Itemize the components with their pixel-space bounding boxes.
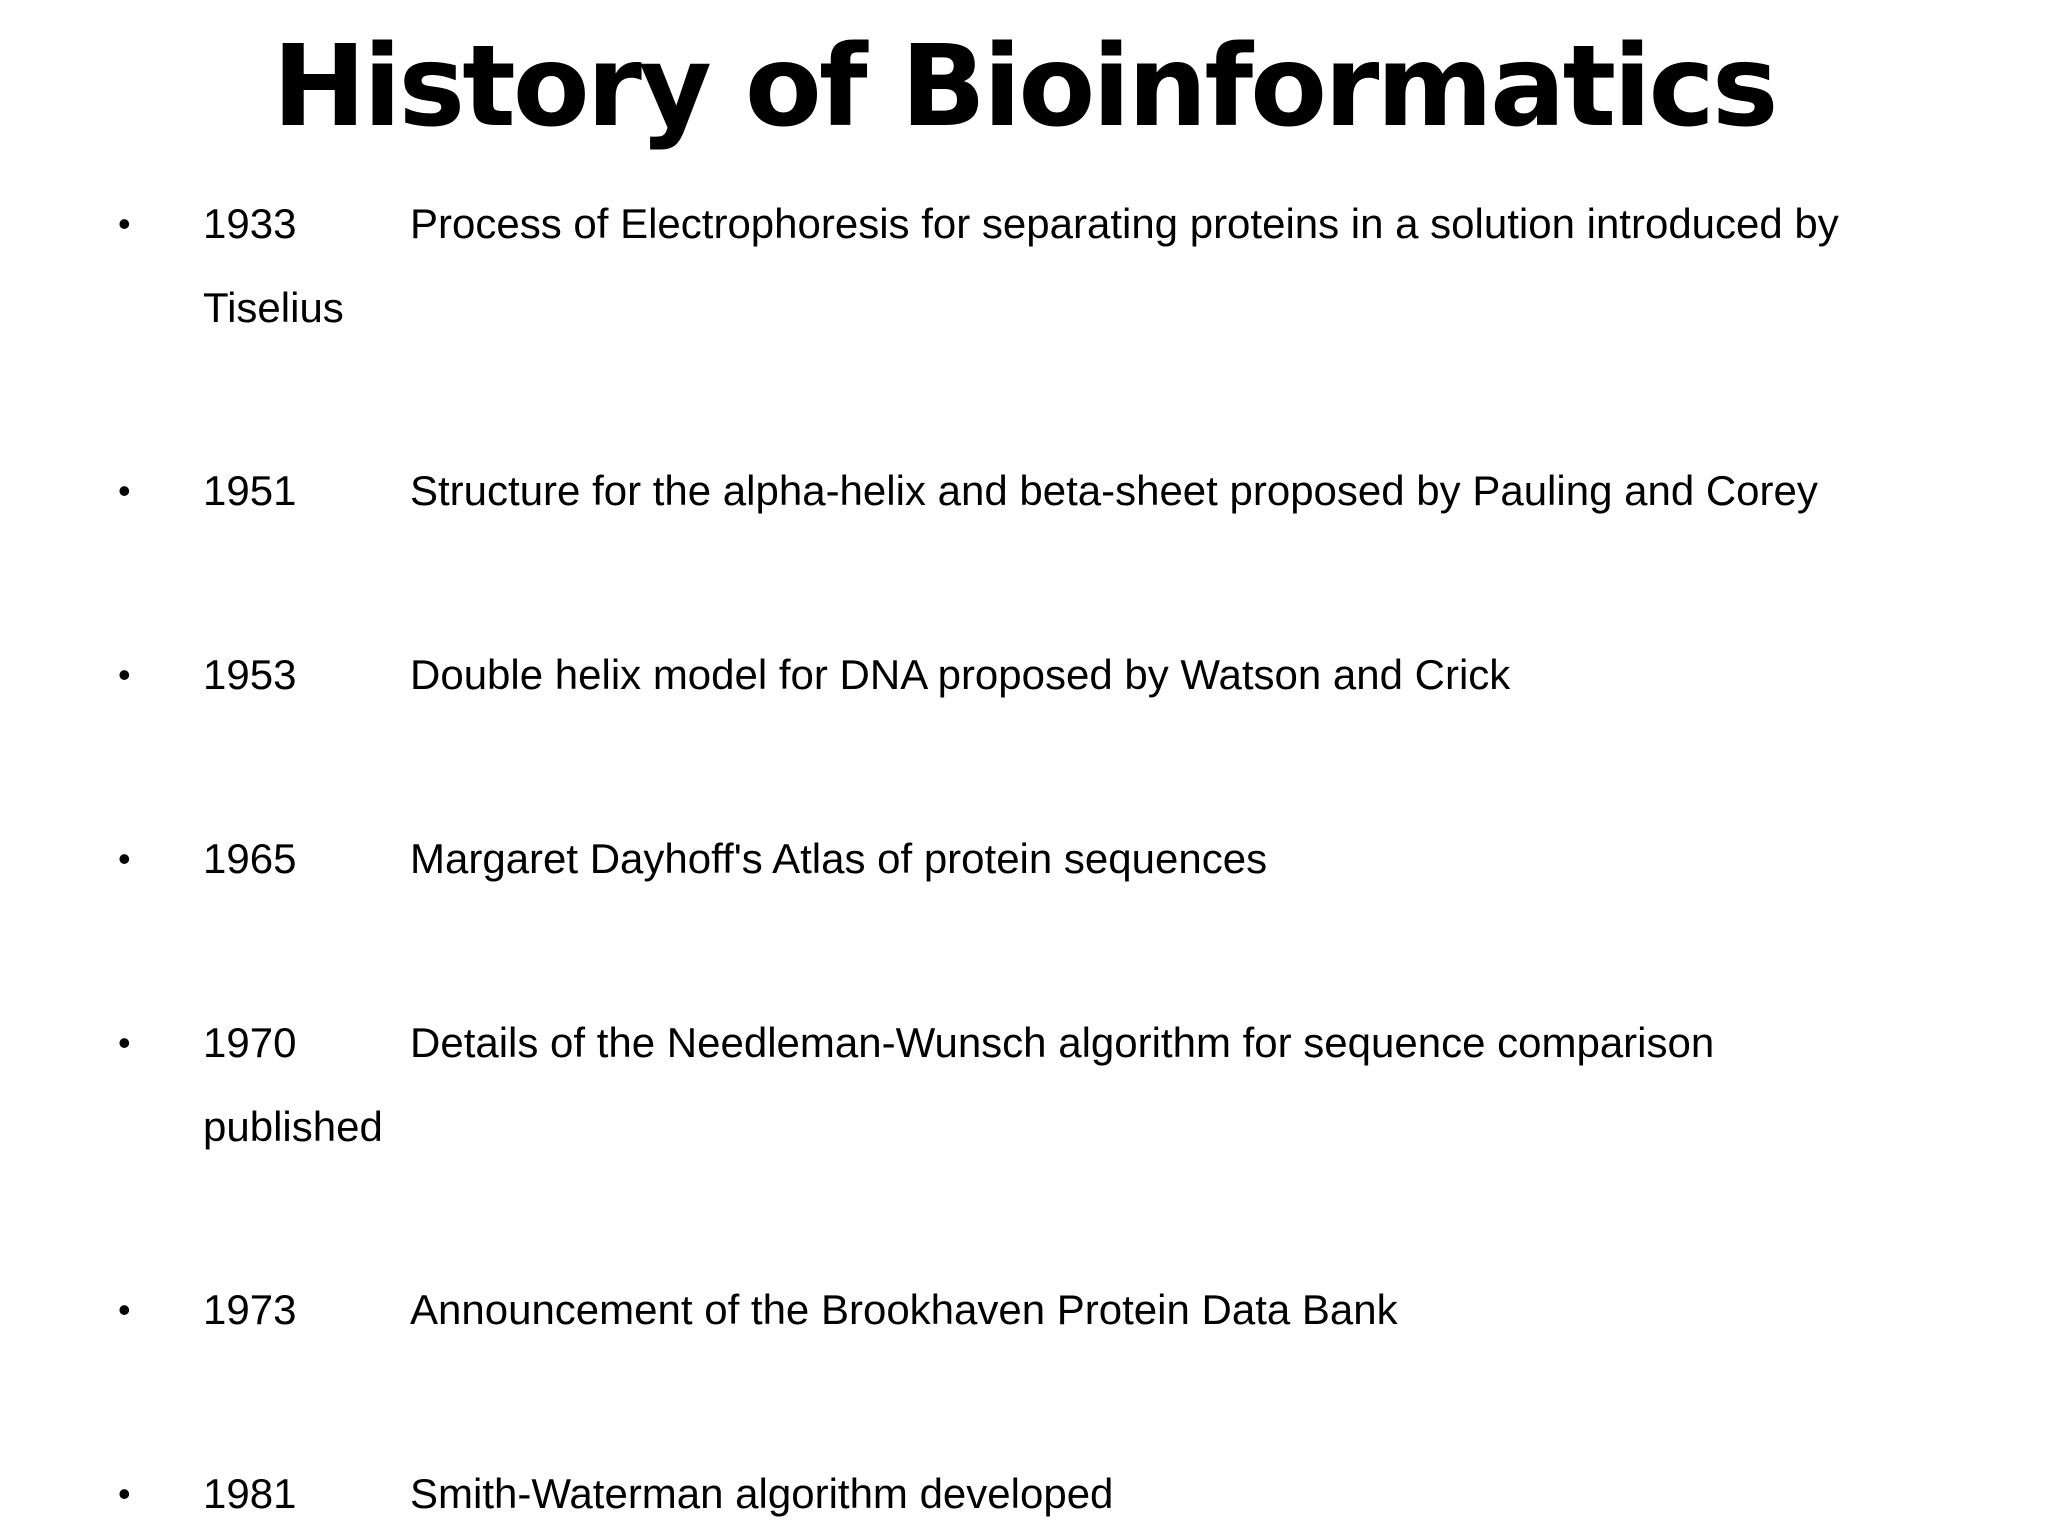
slide-title: History of Bioinformatics [272,22,1776,152]
timeline-year: 1981 [203,1470,297,1517]
bullet-icon: • [118,203,131,244]
timeline-description: Smith-Waterman algorithm developed [410,1470,1114,1517]
timeline-description-continuation: Tiselius [203,284,344,331]
bullet-icon: • [118,838,131,879]
bullet-icon: • [118,654,131,695]
timeline-description: Structure for the alpha-helix and beta-sheet proposed by Pauling and Corey [410,467,1818,514]
timeline-description: Margaret Dayhoff's Atlas of protein sequences [410,835,1268,882]
timeline-year: 1953 [203,651,297,698]
timeline-year: 1933 [203,200,297,247]
timeline-year: 1970 [203,1019,297,1066]
timeline-year: 1973 [203,1286,297,1333]
bullet-icon: • [118,1289,131,1330]
bullet-icon: • [118,470,131,511]
timeline-year: 1965 [203,835,297,882]
timeline-description-continuation: published [203,1103,383,1150]
timeline-description: Process of Electrophoresis for separating proteins in a solution introduced by [410,200,1839,247]
timeline-description: Double helix model for DNA proposed by Watson and Crick [410,651,1511,698]
timeline-year: 1951 [203,467,297,514]
timeline-description: Announcement of the Brookhaven Protein Data Bank [410,1286,1398,1333]
timeline-description: Details of the Needleman-Wunsch algorithm for sequence comparison [410,1019,1715,1066]
bullet-icon: • [118,1473,131,1514]
bullet-icon: • [118,1022,131,1063]
